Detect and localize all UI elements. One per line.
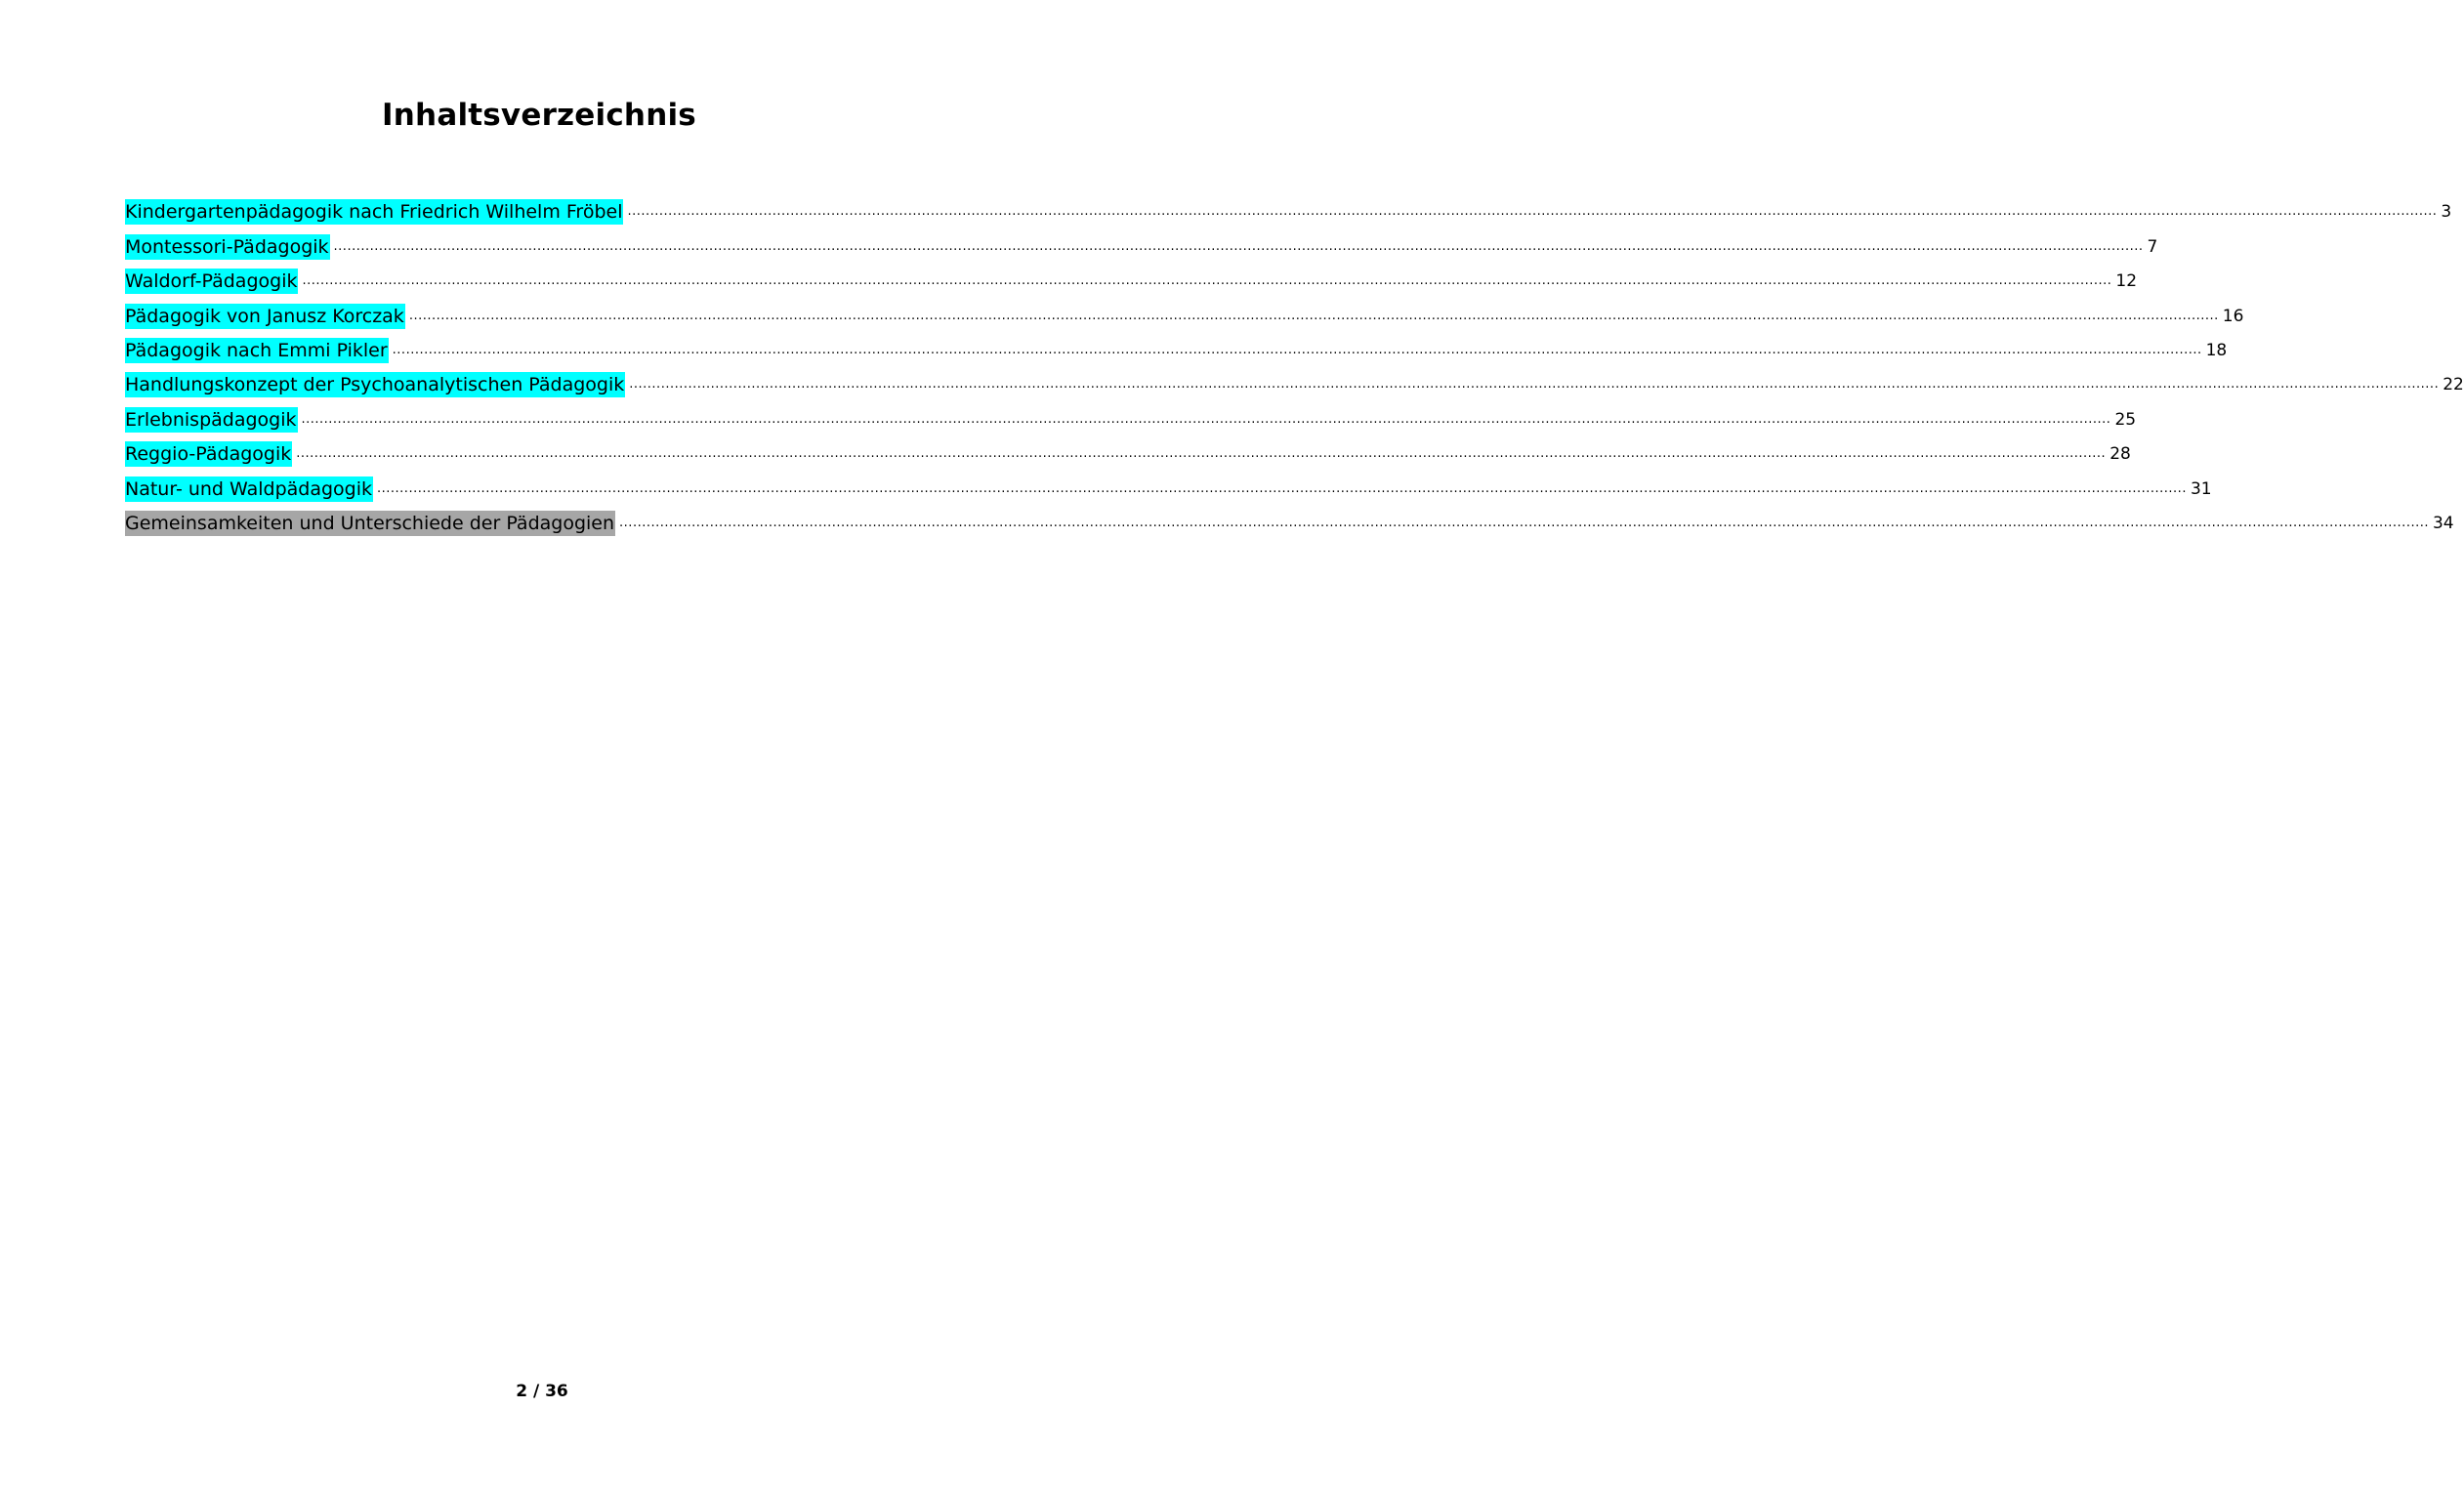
toc-entry[interactable]	[125, 470, 2212, 504]
toc-entry-title: Gemeinsamkeiten und Unterschiede der Pädagogien	[125, 512, 615, 534]
toc-leader-dots: ................................................................................................................................................................................................................................................................................................................................................................................................................	[408, 308, 2219, 323]
toc-page-number: 16	[2222, 306, 2244, 326]
toc-leader-dots: ................................................................................................................................................................................................................................................................................................................................................................................................................	[333, 238, 2144, 254]
toc-entry-title: Handlungskonzept der Psychoanalytischen Pädagogik	[125, 374, 625, 396]
toc-entry[interactable]	[125, 435, 2131, 470]
table-of-contents	[125, 193, 2464, 539]
toc-entry-title: Reggio-Pädagogik	[125, 443, 292, 466]
toc-leader-dots: ................................................................................................................................................................................................................................................................................................................................................................................................................	[629, 377, 2440, 393]
toc-entry-title: Natur- und Waldpädagogik	[125, 477, 373, 500]
toc-page-number: 3	[2441, 202, 2452, 223]
page-number-footer: 2 / 36	[516, 1382, 568, 1401]
toc-page-number: 34	[2432, 513, 2454, 533]
toc-entry[interactable]	[125, 263, 2138, 297]
toc-entry-title: Waldorf-Pädagogik	[125, 270, 298, 293]
toc-entry-title: Montessori-Pädagogik	[125, 235, 329, 258]
toc-leader-dots: ................................................................................................................................................................................................................................................................................................................................................................................................................	[619, 515, 2429, 530]
toc-page-number: 18	[2205, 340, 2228, 360]
toc-leader-dots: ................................................................................................................................................................................................................................................................................................................................................................................................................	[377, 480, 2187, 496]
toc-entry[interactable]	[125, 228, 2158, 262]
toc-page-number: 25	[2114, 409, 2137, 430]
toc-entry[interactable]	[125, 505, 2454, 539]
toc-page-number: 12	[2115, 271, 2138, 292]
toc-page-number: 31	[2190, 478, 2212, 499]
toc-entry-title: Pädagogik nach Emmi Pikler	[125, 339, 388, 361]
toc-entry[interactable]	[125, 332, 2228, 366]
toc-entry[interactable]	[125, 297, 2244, 331]
toc-entry[interactable]	[125, 193, 2452, 228]
toc-page-number: 7	[2147, 236, 2158, 257]
toc-leader-dots: ................................................................................................................................................................................................................................................................................................................................................................................................................	[392, 342, 2202, 357]
toc-leader-dots: ................................................................................................................................................................................................................................................................................................................................................................................................................	[296, 446, 2107, 462]
toc-page-number: 28	[2109, 444, 2131, 465]
toc-entry[interactable]	[125, 400, 2137, 435]
page-title: Inhaltsverzeichnis	[382, 98, 696, 133]
toc-page-number: 22	[2443, 375, 2464, 395]
toc-leader-dots: ................................................................................................................................................................................................................................................................................................................................................................................................................	[627, 204, 2438, 220]
toc-entry[interactable]	[125, 366, 2464, 400]
toc-entry-title: Pädagogik von Janusz Korczak	[125, 305, 404, 327]
toc-entry-title: Kindergartenpädagogik nach Friedrich Wilhelm Fröbel	[125, 201, 623, 224]
toc-leader-dots: ................................................................................................................................................................................................................................................................................................................................................................................................................	[302, 273, 2112, 289]
toc-entry-title: Erlebnispädagogik	[125, 408, 297, 431]
toc-leader-dots: ................................................................................................................................................................................................................................................................................................................................................................................................................	[301, 411, 2111, 427]
